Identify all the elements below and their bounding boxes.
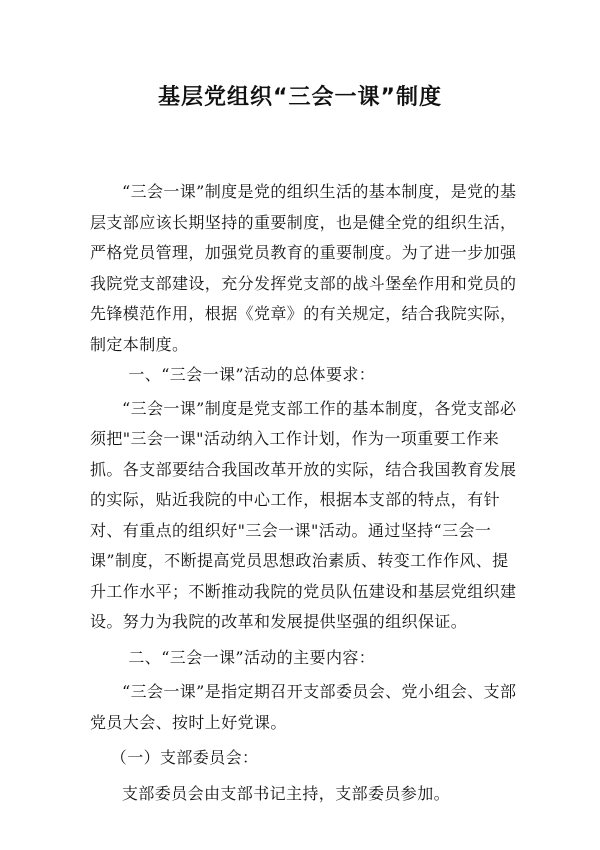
document-title: 基层党组织“三会一课”制度 bbox=[158, 85, 442, 110]
section-one-heading: 一、“三会一课”活动的总体要求： bbox=[128, 365, 376, 384]
subsection-one-heading: （一）支部委员会： bbox=[110, 748, 259, 767]
section-two-heading: 二、“三会一课”活动的主要内容： bbox=[128, 647, 376, 667]
subsection-one-paragraph: 支部委员会由支部书记主持，支部委员参加。 bbox=[122, 783, 451, 803]
section-two-paragraph: “三会一课”是指定期召开支部委员会、党小组会、支部党员大会、按时上好党课。 bbox=[90, 682, 517, 732]
intro-paragraph: “三会一课”制度是党的组织生活的基本制度，是党的基层支部应该长期坚持的重要制度，也是健全党的组织生活，严格党员管理，加强党员教育的重要制度。为了进一步加强我院党支部建设，充分发挥党支部的战斗堡垒作用和党员的先锋模范作用，根据《党章》的有关规定，结合我院实际，制定本制度。 bbox=[90, 182, 517, 354]
section-one-paragraph: “三会一课”制度是党支部工作的基本制度，各党支部必须把"三会一课"活动纳入工作计划，作为一项重要工作来抓。各支部要结合我国改革开放的实际，结合我国教育发展的实际，贴近我院的中心工作，根据本支部的特点，有针对、有重点的组织好"三会一课"活动。通过坚持“三会一课”制度，不断提高党员思想政治素质、转变工作作风、提升工作水平；不断推动我院的党员队伍建设和基层党组织建设。努力为我院的改革和发展提供坚强的组织保证。 bbox=[90, 398, 517, 631]
document-body bbox=[90, 177, 520, 809]
